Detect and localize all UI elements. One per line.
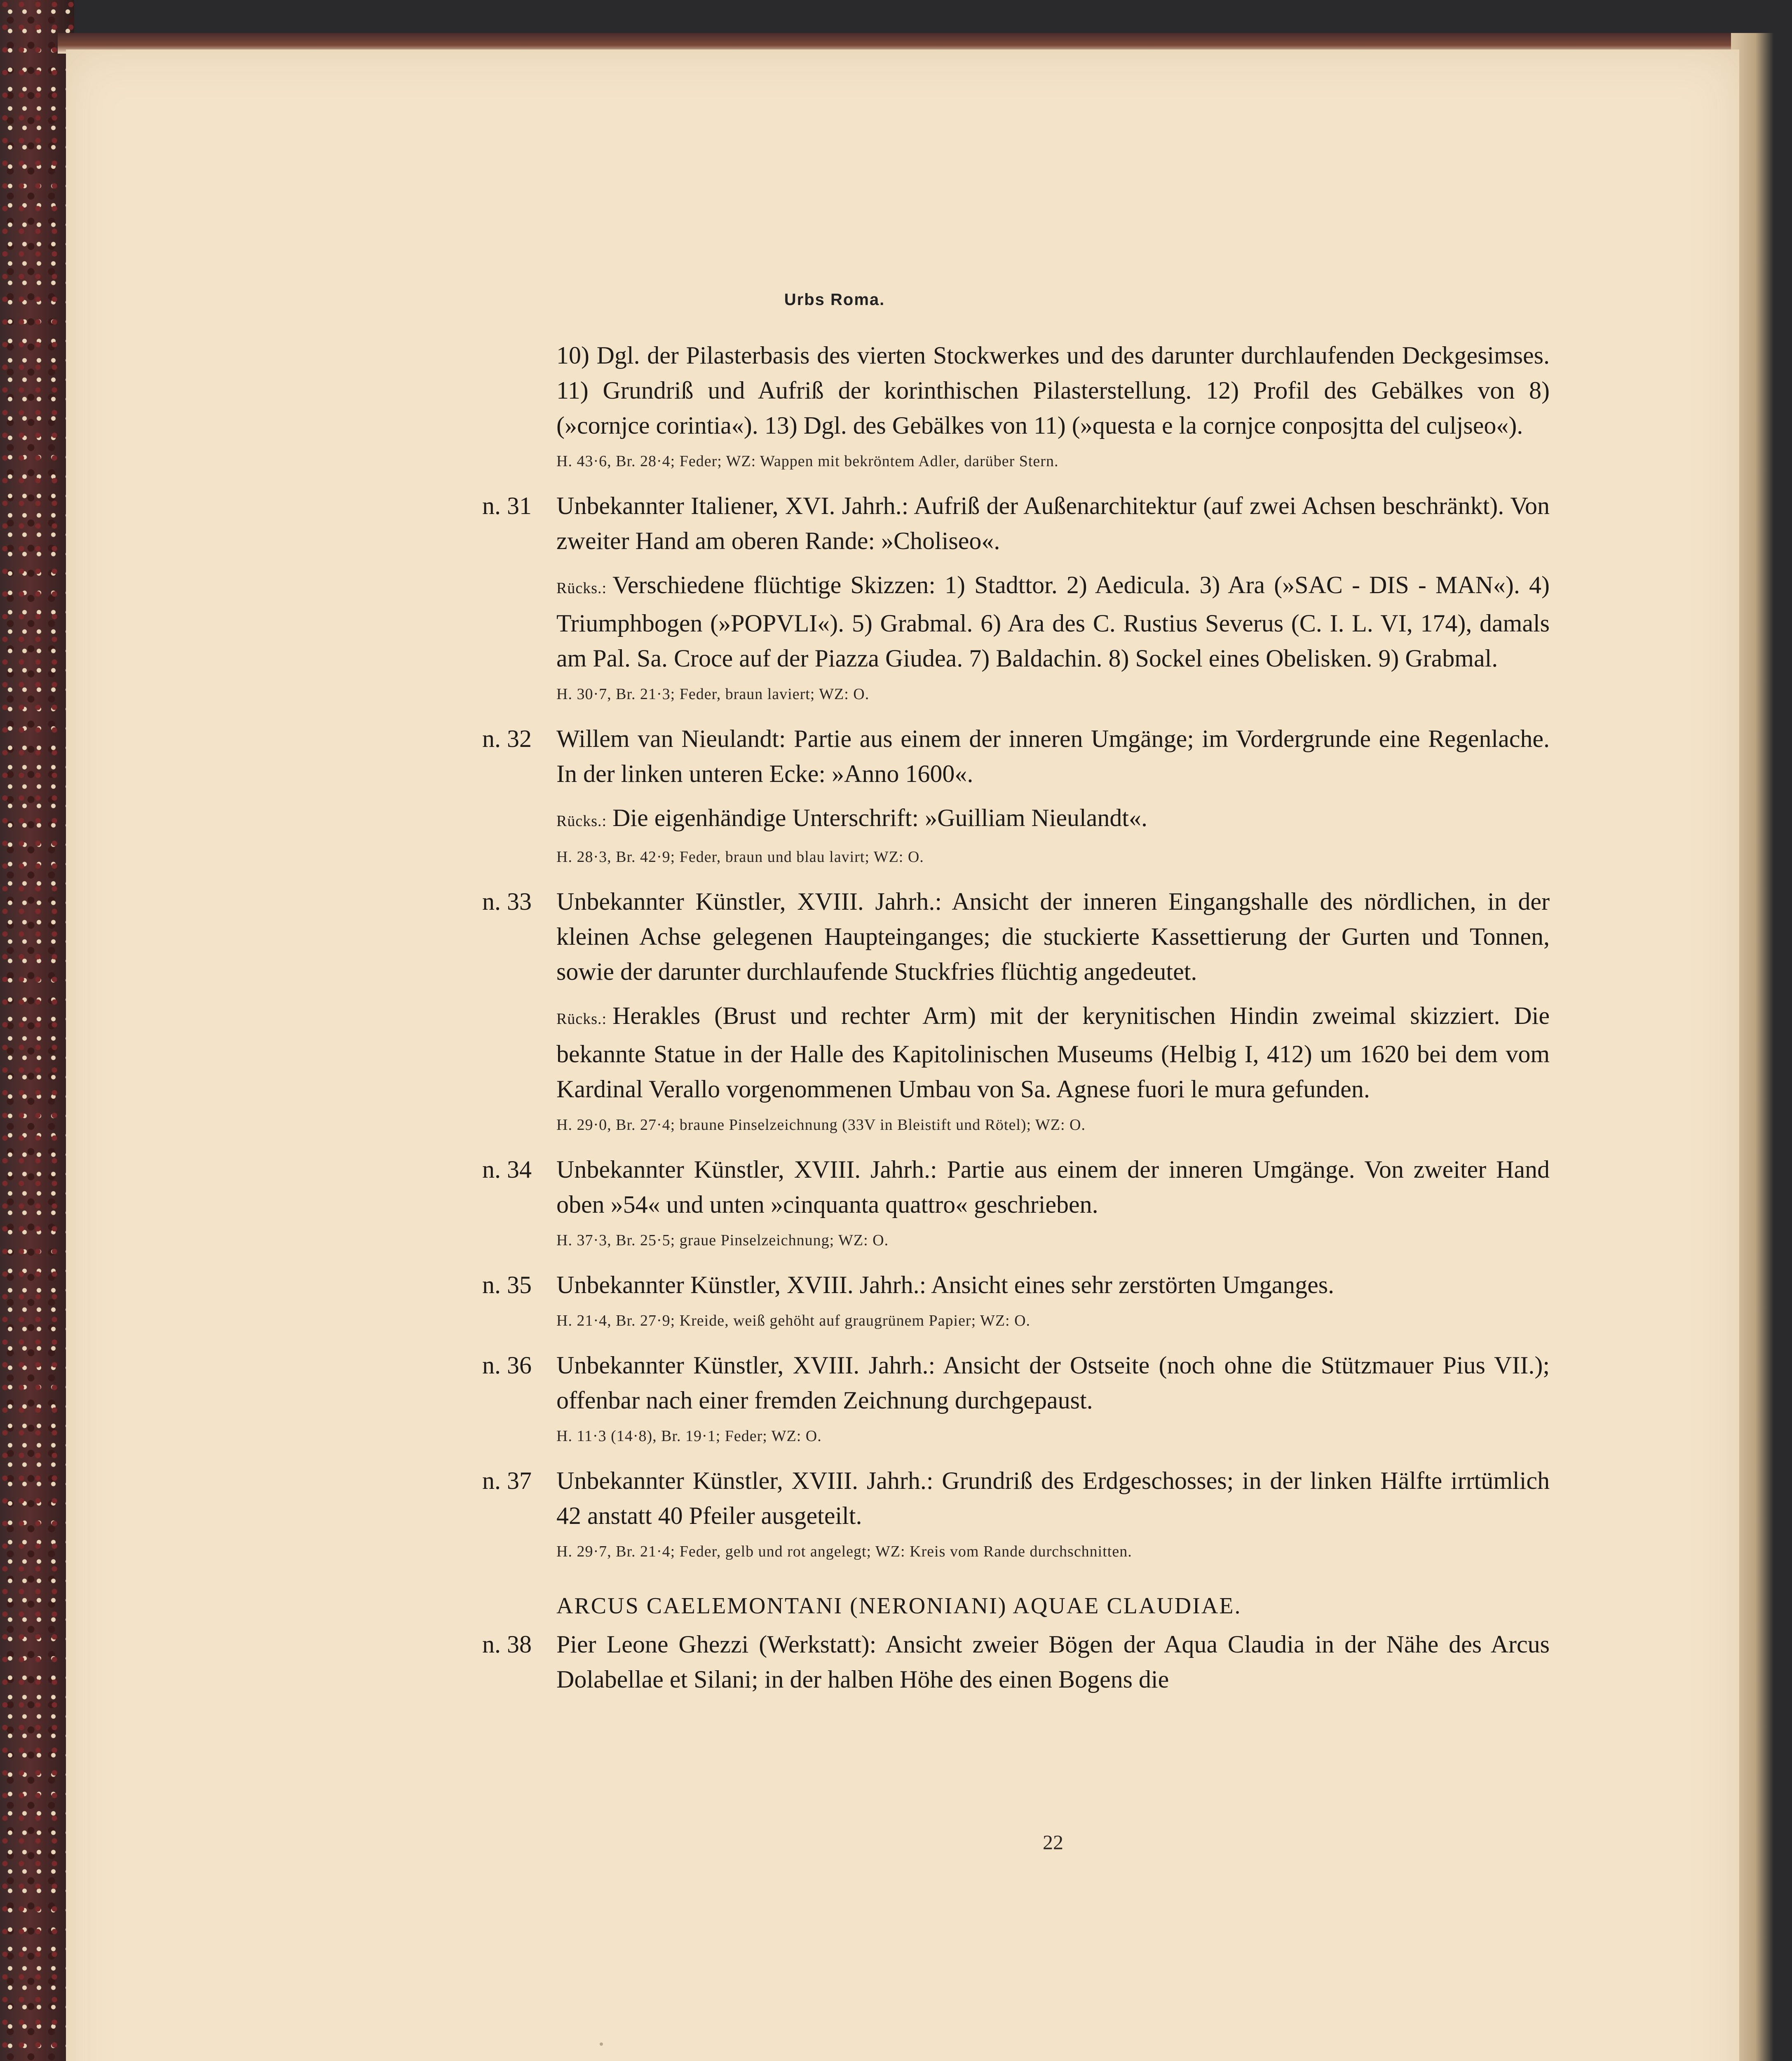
verso-label: Rücks.: <box>556 1010 607 1028</box>
catalogue-entry <box>482 721 1550 869</box>
catalogue-entry <box>482 1627 1550 1697</box>
entry-text: Unbekannter Künstler, XVIII. Jahrh.: Ansicht der Ostseite (noch ohne die Stützmauer Pius VII.); offenbar nach einer fremden Zeichnung durchgepaust. <box>556 1352 1550 1414</box>
verso-label: Rücks.: <box>556 812 607 830</box>
verso-text: Herakles (Brust und rechter Arm) mit der kerynitischen Hindin zweimal skizziert. Die bekannte Statue in der Halle des Kapitolinischen Museums (Helbig I, 412) um 1620 bei dem vom Kardinal Verallo vorgenommenen Umbau von Sa. Agnese fuori le mura gefunden. <box>556 1002 1550 1103</box>
catalogue-entry <box>482 488 1550 707</box>
entry-text: 10) Dgl. der Pilasterbasis des vierten Stockwerkes und des darunter durchlaufenden Deckgesimses. 11) Grundriß und Aufriß der korinthischen Pilasterstellung. 12) Profil des Gebälkes von 8) (»cornjce corintia«). 13) Dgl. des Gebälkes von 11) (»questa e la cornjce conposjtta del culjseo«). <box>556 342 1550 439</box>
catalogue-entry <box>482 1348 1550 1448</box>
entry-measurements: H. 37·3, Br. 25·5; graue Pinselzeichnung; WZ: O. <box>556 1232 889 1249</box>
entry-measurements: H. 29·0, Br. 27·4; braune Pinselzeichnung (33V in Bleistift und Rötel); WZ: O. <box>556 1116 1086 1134</box>
entry-measurements: H. 30·7, Br. 21·3; Feder, braun laviert; WZ: O. <box>556 685 870 703</box>
entry-number: n. 31 <box>482 492 532 519</box>
entry-text: Unbekannter Künstler, XVIII. Jahrh.: Partie aus einem der inneren Umgänge. Von zweiter Hand oben »54« und unten »cinquanta quattro« geschrieben. <box>556 1156 1550 1218</box>
entry-verso <box>556 800 1550 839</box>
catalogue-entry <box>482 1463 1550 1564</box>
page-right-edge <box>1731 33 1792 2061</box>
entry-measurements: H. 21·4, Br. 27·9; Kreide, weiß gehöht auf graugrünem Papier; WZ: O. <box>556 1312 1031 1329</box>
verso-text: Die eigenhändige Unterschrift: »Guilliam Nieulandt«. <box>612 804 1148 831</box>
verso-label: Rücks.: <box>556 580 607 597</box>
entry-text: Unbekannter Künstler, XVIII. Jahrh.: Grundriß des Erdgeschosses; in der linken Hälfte irrtümlich 42 anstatt 40 Pfeiler ausgeteilt. <box>556 1467 1550 1529</box>
entry-number: n. 35 <box>482 1271 532 1298</box>
entry-text: Unbekannter Künstler, XVIII. Jahrh.: Ansicht eines sehr zerstörten Umganges. <box>556 1271 1335 1298</box>
catalogue-entry <box>482 884 1550 1137</box>
entry-text: Pier Leone Ghezzi (Werkstatt): Ansicht zweier Bögen der Aqua Claudia in der Nähe des Arcus Dolabellae et Silani; in der halben Höhe des einen Bogens die <box>556 1631 1550 1693</box>
running-head: Urbs Roma. <box>784 291 885 309</box>
catalogue-entry <box>556 338 1550 474</box>
entry-text: Willem van Nieulandt: Partie aus einem der inneren Umgänge; im Vordergrunde eine Regenlache. In der linken unteren Ecke: »Anno 1600«. <box>556 725 1550 787</box>
entry-verso <box>556 568 1550 676</box>
entry-measurements: H. 29·7, Br. 21·4; Feder, gelb und rot angelegt; WZ: Kreis vom Rande durchschnitten. <box>556 1543 1132 1560</box>
entry-measurements: H. 11·3 (14·8), Br. 19·1; Feder; WZ: O. <box>556 1427 822 1445</box>
catalogue-entry <box>482 1268 1550 1333</box>
entry-number: n. 37 <box>482 1467 532 1494</box>
entry-verso <box>556 998 1550 1107</box>
entry-number: n. 38 <box>482 1631 532 1658</box>
entry-text: Unbekannter Künstler, XVIII. Jahrh.: Ansicht der inneren Eingangshalle des nördlichen, in der kleinen Achse gelegenen Haupteinganges; die stuckierte Kassettierung der Gurten und Tonnen, sowie der darunter durchlaufende Stuckfries flüchtig angedeutet. <box>556 888 1550 985</box>
entry-text: Unbekannter Italiener, XVI. Jahrh.: Aufriß der Außenarchitektur (auf zwei Achsen beschränkt). Von zweiter Hand am oberen Rande: »Choliseo«. <box>556 492 1550 554</box>
book-binding <box>0 0 74 2061</box>
entry-number: n. 33 <box>482 888 532 915</box>
entry-number: n. 32 <box>482 725 532 752</box>
catalogue-entry <box>482 1152 1550 1253</box>
catalogue-body <box>482 338 1550 1712</box>
entry-number: n. 36 <box>482 1352 532 1379</box>
verso-text: Verschiedene flüchtige Skizzen: 1) Stadttor. 2) Aedicula. 3) Ara (»SAC - DIS - MAN«). 4) Triumphbogen (»POPVLI«). 5) Grabmal. 6) Ara des C. Rustius Severus (C. I. L. VI, 174), damals am Pal. Sa. Croce auf der Piazza Giudea. 7) Baldachin. 8) Sockel eines Obelisken. 9) Grabmal. <box>556 571 1550 672</box>
page-number: 22 <box>1043 1831 1063 1854</box>
entry-measurements: H. 43·6, Br. 28·4; Feder; WZ: Wappen mit bekröntem Adler, darüber Stern. <box>556 453 1059 470</box>
entry-number: n. 34 <box>482 1156 532 1183</box>
entry-measurements: H. 28·3, Br. 42·9; Feder, braun und blau lavirt; WZ: O. <box>556 848 924 866</box>
paper-speck <box>600 2042 603 2046</box>
section-heading: ARCUS CAELEMONTANI (NERONIANI) AQUAE CLAUDIAE. <box>556 1593 1242 1619</box>
